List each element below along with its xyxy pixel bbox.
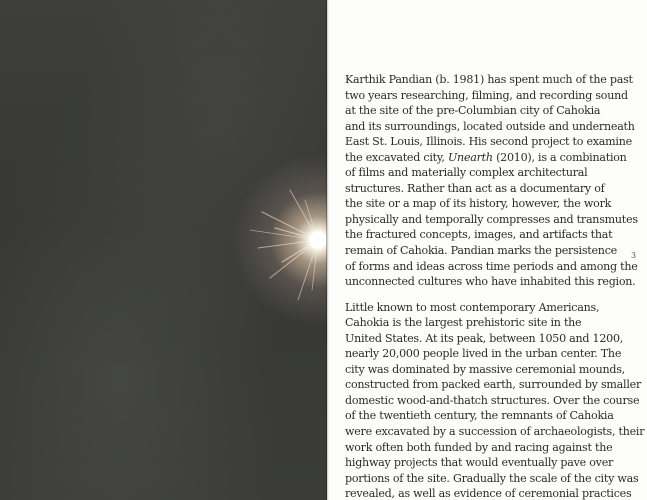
- text-line: unconnected cultures who have inhabited this region.: [345, 275, 636, 289]
- text-line: constructed from packed earth, surrounded by smaller: [345, 378, 642, 392]
- text-line: revealed, as well as evidence of ceremonial practices: [345, 487, 632, 500]
- text-segment: the excavated city,: [345, 150, 448, 164]
- body-text: [345, 72, 645, 500]
- text-line: city was dominated by massive ceremonial mounds,: [345, 362, 625, 376]
- text-line: of forms and ideas across time periods and among the: [345, 259, 638, 273]
- text-line: remain of Cahokia. Pandian marks the persistence: [345, 244, 617, 258]
- text-line: portions of the site. Gradually the scale of the city was: [345, 471, 639, 485]
- text-line: domestic wood-and-thatch structures. Over the course: [345, 393, 640, 407]
- text-line: were excavated by a succession of archaeologists, their: [345, 425, 645, 439]
- text-line: highway projects that would eventually pave over: [345, 456, 614, 470]
- text-line: work often both funded by and racing against the: [345, 440, 613, 454]
- page-number: 3: [631, 251, 637, 260]
- text-line: the fractured concepts, images, and artifacts that: [345, 228, 613, 242]
- text-line: nearly 20,000 people lived in the urban center. The: [345, 347, 622, 361]
- text-line: the site or a map of its history, however, the work: [345, 197, 612, 211]
- text-line: Cahokia is the largest prehistoric site in the: [345, 316, 582, 330]
- text-line: Karthik Pandian (b. 1981) has spent much of the past: [345, 73, 633, 86]
- text-line: [345, 150, 631, 166]
- right-page: [329, 0, 647, 500]
- paragraph-gap: [345, 290, 631, 300]
- text-line: of films and materially complex architectural: [345, 166, 588, 180]
- text-line: of the twentieth century, the remnants of Cahokia: [345, 409, 614, 423]
- text-segment: (2010), is a combination: [492, 150, 627, 164]
- artwork-title: Unearth: [447, 150, 493, 164]
- text-line: United States. At its peak, between 1050 and 1200,: [345, 331, 624, 345]
- text-line: physically and temporally compresses and transmutes: [345, 212, 638, 226]
- text-line: at the site of the pre-Columbian city of Cahokia: [345, 104, 601, 118]
- text-line: structures. Rather than act as a documentary of: [345, 181, 605, 195]
- text-line: and its surroundings, located outside and underneath: [345, 119, 635, 133]
- text-line: Little known to most contemporary Americans,: [345, 300, 600, 314]
- text-line: two years researching, filming, and recording sound: [345, 88, 628, 102]
- text-line: East St. Louis, Illinois. His second project to examine: [345, 135, 632, 149]
